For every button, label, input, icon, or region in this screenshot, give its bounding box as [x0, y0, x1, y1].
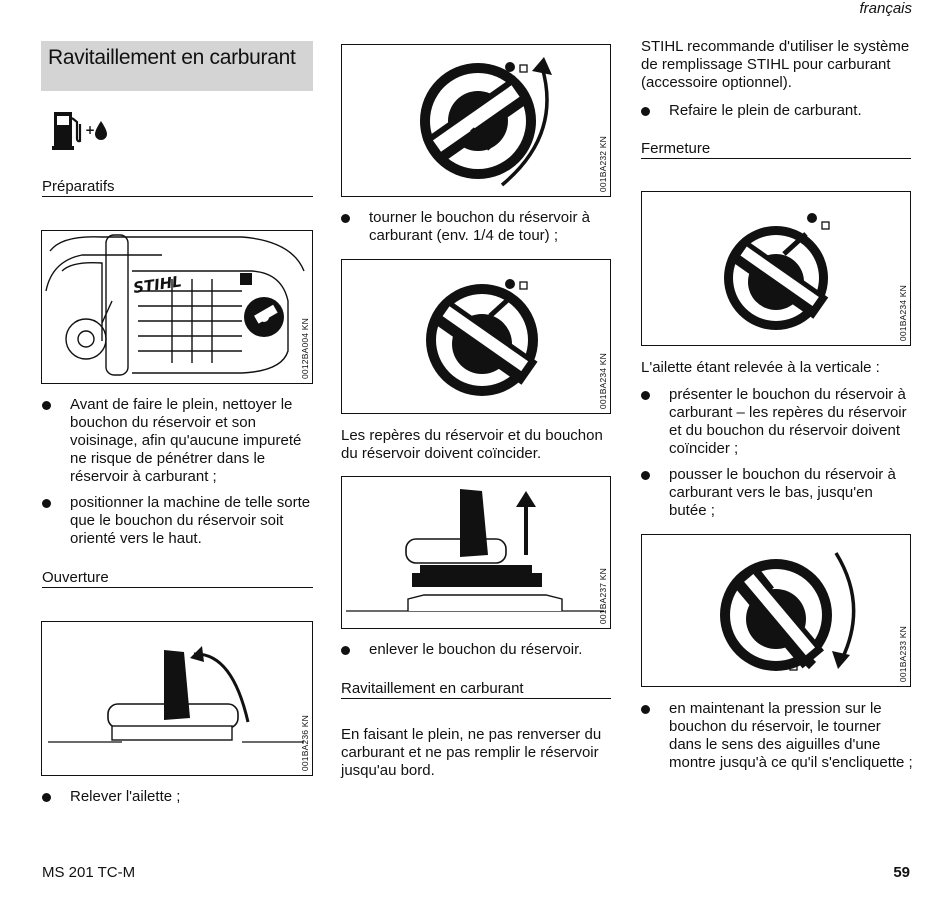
figure-close-align [641, 191, 911, 346]
figure-code: 001BA237 KN [598, 567, 608, 624]
fermeture-heading: Fermeture [641, 140, 911, 159]
bullet-dot [341, 214, 350, 223]
figure-align-marks [341, 259, 611, 414]
bullet-dot [641, 471, 650, 480]
refuel-text: En faisant le plein, ne pas renverser du carburant et ne pas remplir le réservoir jusqu'au bord. [341, 726, 602, 779]
list-item [641, 102, 921, 122]
figure-remove-cap [341, 476, 611, 629]
figure-code: 0012BA004 KN [300, 318, 310, 379]
figure-open-wing [41, 621, 313, 776]
figure-code: 001BA234 KN [898, 284, 908, 341]
svg-text:+: + [85, 123, 96, 137]
align-text: Les repères du réservoir et du bouchon du réservoir doivent coïncider. [341, 427, 603, 462]
bullet-dot [341, 646, 350, 655]
figure-code: 001BA233 KN [898, 625, 908, 682]
figure-code: 001BA236 KN [300, 714, 310, 771]
bullet-text: Avant de faire le plein, nettoyer le bouchon du réservoir et son voisinage, afin qu'aucune impureté ne risque de pénétrer dans le réservoir à carburant ; [70, 396, 302, 485]
stihl-logo: STIHL [132, 272, 183, 297]
figure-code: 001BA234 KN [598, 352, 608, 409]
refuel-heading: Ravitaillement en carburant [341, 680, 611, 699]
bullet-text: pousser le bouchon du réservoir à carburant vers le bas, jusqu'en butée ; [669, 466, 896, 519]
page-number: 59 [893, 864, 910, 881]
list-item [641, 386, 921, 460]
footer-model: MS 201 TC-M [42, 864, 136, 881]
bullet-dot [42, 499, 51, 508]
list-item [341, 641, 621, 661]
figure-preparation [41, 230, 313, 384]
fuel-pump-icon [52, 108, 112, 152]
bullet-text: Refaire le plein de carburant. [669, 102, 862, 119]
ouverture-heading: Ouverture [42, 569, 313, 588]
list-item [42, 788, 322, 808]
bullet-text: enlever le bouchon du réservoir. [369, 641, 583, 658]
recommend-text: STIHL recommande d'utiliser le système de remplissage STIHL pour carburant (accessoire optionnel). [641, 38, 910, 91]
language-label: français [859, 0, 912, 17]
bullet-dot [42, 793, 51, 802]
figure-turn-cap [341, 44, 611, 197]
bullet-text: tourner le bouchon du réservoir à carburant (env. 1/4 de tour) ; [369, 209, 590, 244]
section-title: Ravitaillement en carburant [48, 46, 296, 69]
list-item [42, 396, 322, 488]
list-item [641, 466, 921, 522]
bullet-text: présenter le bouchon du réservoir à carburant – les repères du réservoir et du bouchon du réservoir doivent coïncider ; [669, 386, 907, 457]
bullet-text: Relever l'ailette ; [70, 788, 181, 805]
list-item [42, 494, 322, 550]
list-item [341, 209, 621, 247]
preparatifs-heading: Préparatifs [42, 178, 313, 197]
list-item [641, 700, 921, 792]
figure-close-turn [641, 534, 911, 687]
figure-code: 001BA232 KN [598, 135, 608, 192]
bullet-text: positionner la machine de telle sorte que le bouchon du réservoir soit orienté vers le haut. [70, 494, 311, 547]
bullet-dot [42, 401, 51, 410]
vertical-text: L'ailette étant relevée à la verticale : [641, 359, 880, 376]
bullet-dot [641, 107, 650, 116]
bullet-dot [641, 705, 650, 714]
bullet-dot [641, 391, 650, 400]
bullet-text: en maintenant la pression sur le bouchon du réservoir, le tourner dans le sens des aiguilles d'une montre jusqu'à ce qu'il s'encliquette ; [669, 700, 913, 771]
section-title-box [41, 41, 313, 91]
